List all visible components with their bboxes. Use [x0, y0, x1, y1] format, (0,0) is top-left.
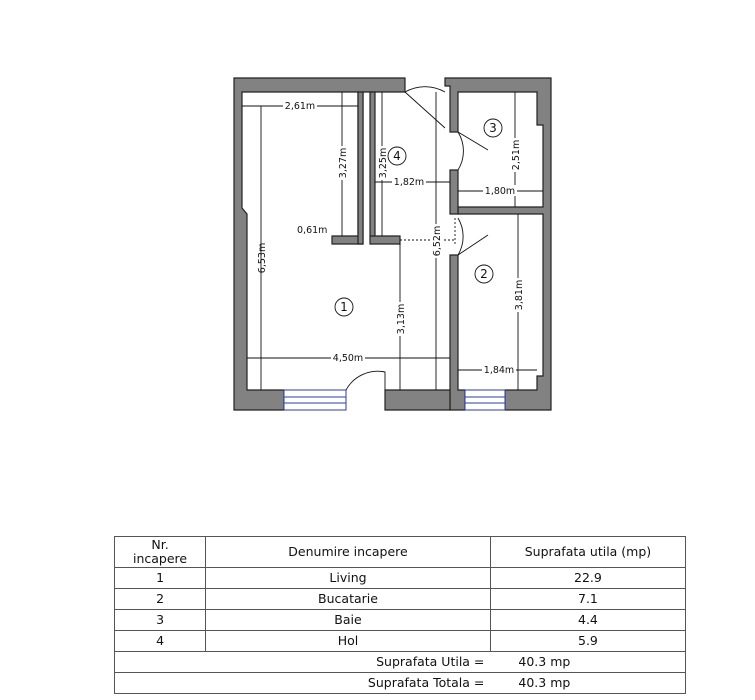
- right-building-wall: [445, 78, 551, 410]
- door-living-window: [346, 371, 385, 390]
- svg-text:3,81m: 3,81m: [514, 279, 525, 311]
- window-living: [284, 390, 346, 410]
- room-marker-1: [335, 298, 353, 316]
- svg-text:4,50m: 4,50m: [332, 353, 364, 364]
- bottom-middle-wall: [385, 390, 450, 410]
- dim-baie-width: [458, 185, 543, 197]
- svg-text:6,52m: 6,52m: [432, 225, 443, 257]
- area-table: [114, 536, 686, 694]
- total-totala-label: Suprafata Totala =: [115, 673, 491, 694]
- bucatarie-left-wall: [450, 255, 465, 410]
- table-row: [115, 631, 686, 652]
- dim-wall-stub: [297, 225, 327, 236]
- dim-hol-full-height: [430, 92, 443, 390]
- cell-area: 22.9: [490, 568, 685, 589]
- cell-area: 5.9: [490, 631, 685, 652]
- table-row: [115, 589, 686, 610]
- dim-living-niche: [336, 92, 349, 236]
- cell-name: Living: [206, 568, 491, 589]
- total-totala-value: 40.3 mp: [490, 673, 685, 694]
- svg-text:2: 2: [480, 267, 488, 281]
- left-upper-wall: [358, 92, 363, 244]
- svg-text:2,61m: 2,61m: [284, 101, 316, 112]
- room-marker-2: [475, 265, 493, 283]
- cell-name: Bucatarie: [206, 589, 491, 610]
- svg-text:1,80m: 1,80m: [484, 186, 516, 197]
- cell-nr: 1: [115, 568, 206, 589]
- svg-text:3,13m: 3,13m: [396, 303, 407, 335]
- room-marker-3: [484, 119, 502, 137]
- dim-living-height: [257, 106, 268, 390]
- table-header-row: [115, 537, 686, 568]
- cell-name: Baie: [206, 610, 491, 631]
- dim-bucatarie-width: [458, 364, 537, 376]
- door-bucatarie: [458, 218, 488, 255]
- table-row: [115, 610, 686, 631]
- dim-living-width: [242, 100, 358, 112]
- total-utila-label: Suprafata Utila =: [115, 652, 491, 673]
- cell-area: 4.4: [490, 610, 685, 631]
- dim-hol-height: [376, 92, 389, 236]
- door-entrance: [405, 87, 445, 128]
- svg-text:3,25m: 3,25m: [378, 147, 389, 179]
- cell-nr: 2: [115, 589, 206, 610]
- dim-living-full-width: [247, 352, 450, 364]
- door-baie: [458, 132, 488, 170]
- window-bucatarie: [465, 390, 505, 410]
- total-row: [115, 652, 686, 673]
- svg-text:3: 3: [489, 121, 497, 135]
- header-name: Denumire incapere: [206, 537, 491, 568]
- svg-text:2,51m: 2,51m: [511, 139, 522, 171]
- dim-living-lower: [394, 244, 407, 390]
- svg-text:3,27m: 3,27m: [338, 147, 349, 179]
- svg-text:6,53m: 6,53m: [257, 242, 268, 274]
- baie-lower-wall: [450, 170, 458, 214]
- header-nr: Nr. incapere: [115, 537, 206, 568]
- total-row: [115, 673, 686, 694]
- svg-text:1,82m: 1,82m: [393, 177, 425, 188]
- header-area: Suprafata utila (mp): [490, 537, 685, 568]
- svg-text:4: 4: [393, 149, 401, 163]
- cell-nr: 3: [115, 610, 206, 631]
- svg-text:1: 1: [340, 300, 348, 314]
- total-utila-value: 40.3 mp: [490, 652, 685, 673]
- cell-area: 7.1: [490, 589, 685, 610]
- svg-text:1,84m: 1,84m: [483, 365, 515, 376]
- room-marker-4: [388, 147, 406, 165]
- table-row: [115, 568, 686, 589]
- dim-bucatarie-height: [512, 214, 525, 390]
- cell-name: Hol: [206, 631, 491, 652]
- svg-text:0,61m: 0,61m: [297, 225, 328, 236]
- cell-nr: 4: [115, 631, 206, 652]
